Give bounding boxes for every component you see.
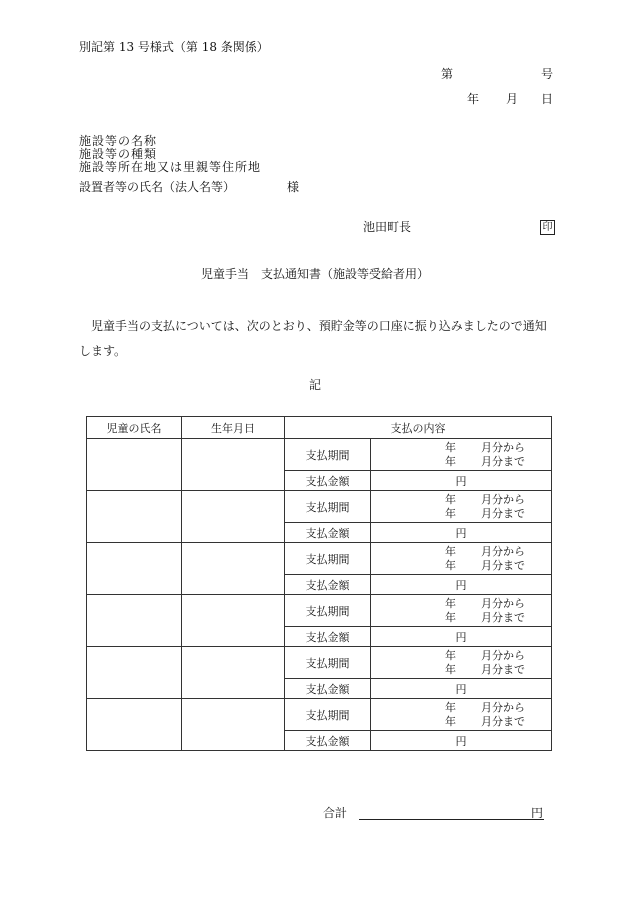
period-value-cell[interactable] — [371, 439, 552, 471]
period-from: 月分から — [481, 440, 525, 454]
period-value-cell[interactable] — [371, 543, 552, 575]
period-year: 年 — [445, 544, 456, 558]
amount-label-cell: 支払金額 — [285, 471, 371, 491]
facility-name-label: 施設等の名称 — [79, 134, 158, 148]
amount-label-cell: 支払金額 — [285, 731, 371, 751]
amount-value-cell[interactable]: 円 — [371, 471, 552, 491]
amount-value-cell[interactable]: 円 — [371, 575, 552, 595]
period-to: 月分まで — [481, 454, 525, 468]
period-label-cell: 支払期間 — [285, 647, 371, 679]
amount-value-cell[interactable]: 円 — [371, 731, 552, 751]
birth-date-cell[interactable] — [182, 491, 285, 543]
honorific-sama: 様 — [287, 180, 300, 194]
child-name-cell[interactable] — [87, 647, 182, 699]
number-prefix: 第 — [441, 67, 454, 81]
seal-mark: 印 — [540, 220, 555, 235]
date-line — [0, 92, 630, 106]
period-from: 月分から — [481, 544, 525, 558]
header-birth-date: 生年月日 — [182, 417, 285, 439]
amount-label-cell: 支払金額 — [285, 575, 371, 595]
header-payment-content: 支払の内容 — [285, 417, 552, 439]
period-to: 月分まで — [481, 610, 525, 624]
table-header-row — [87, 417, 552, 439]
period-year: 年 — [445, 662, 456, 676]
ki-heading: 記 — [308, 378, 321, 392]
payment-table — [86, 416, 552, 751]
period-to: 月分まで — [481, 662, 525, 676]
date-day: 日 — [541, 92, 554, 106]
total-underline — [359, 819, 544, 820]
table-row — [87, 595, 552, 627]
period-year: 年 — [445, 596, 456, 610]
period-value-cell[interactable] — [371, 595, 552, 627]
amount-value-cell[interactable]: 円 — [371, 627, 552, 647]
header-child-name: 児童の氏名 — [87, 417, 182, 439]
period-year: 年 — [445, 440, 456, 454]
document-title: 児童手当 支払通知書（施設等受給者用） — [200, 267, 429, 281]
birth-date-cell[interactable] — [182, 439, 285, 491]
total-unit: 円 — [531, 806, 544, 820]
amount-value-cell[interactable]: 円 — [371, 679, 552, 699]
period-from: 月分から — [481, 492, 525, 506]
period-label-cell: 支払期間 — [285, 595, 371, 627]
issuer-line — [0, 220, 630, 236]
table-row — [87, 699, 552, 731]
total-line — [0, 806, 630, 822]
period-year: 年 — [445, 454, 456, 468]
document-number-line — [0, 67, 630, 81]
facility-address-label: 施設等所在地又は里親等住所地 — [79, 160, 262, 174]
form-number-label: 別記第 13 号様式（第 18 条関係） — [79, 40, 269, 54]
period-to: 月分まで — [481, 506, 525, 520]
notice-body-text — [79, 314, 553, 364]
notice-body-content: 児童手当の支払については、次のとおり、預貯金等の口座に振り込みましたので通知します。 — [79, 319, 547, 358]
table-row — [87, 543, 552, 575]
period-year: 年 — [445, 506, 456, 520]
child-name-cell[interactable] — [87, 543, 182, 595]
child-name-cell[interactable] — [87, 491, 182, 543]
period-label-cell: 支払期間 — [285, 699, 371, 731]
birth-date-cell[interactable] — [182, 647, 285, 699]
period-from: 月分から — [481, 648, 525, 662]
child-name-cell[interactable] — [87, 595, 182, 647]
facility-type-label: 施設等の種類 — [79, 147, 158, 161]
mayor-title: 池田町長 — [363, 220, 412, 234]
table-row — [87, 491, 552, 523]
period-to: 月分まで — [481, 714, 525, 728]
total-label: 合計 — [323, 806, 348, 820]
period-from: 月分から — [481, 700, 525, 714]
amount-label-cell: 支払金額 — [285, 627, 371, 647]
period-year: 年 — [445, 700, 456, 714]
period-value-cell[interactable] — [371, 647, 552, 679]
table-row — [87, 439, 552, 471]
founder-name-label: 設置者等の氏名（法人名等） — [79, 180, 236, 194]
birth-date-cell[interactable] — [182, 699, 285, 751]
birth-date-cell[interactable] — [182, 543, 285, 595]
period-to: 月分まで — [481, 558, 525, 572]
period-label-cell: 支払期間 — [285, 439, 371, 471]
period-label-cell: 支払期間 — [285, 543, 371, 575]
period-label-cell: 支払期間 — [285, 491, 371, 523]
period-year: 年 — [445, 648, 456, 662]
amount-label-cell: 支払金額 — [285, 679, 371, 699]
period-year: 年 — [445, 610, 456, 624]
date-year: 年 — [467, 92, 480, 106]
amount-label-cell: 支払金額 — [285, 523, 371, 543]
number-suffix: 号 — [541, 67, 554, 81]
period-year: 年 — [445, 714, 456, 728]
birth-date-cell[interactable] — [182, 595, 285, 647]
table-row — [87, 647, 552, 679]
amount-value-cell[interactable]: 円 — [371, 523, 552, 543]
child-name-cell[interactable] — [87, 699, 182, 751]
child-name-cell[interactable] — [87, 439, 182, 491]
period-value-cell[interactable] — [371, 699, 552, 731]
period-year: 年 — [445, 492, 456, 506]
date-month: 月 — [506, 92, 519, 106]
period-year: 年 — [445, 558, 456, 572]
period-from: 月分から — [481, 596, 525, 610]
period-value-cell[interactable] — [371, 491, 552, 523]
